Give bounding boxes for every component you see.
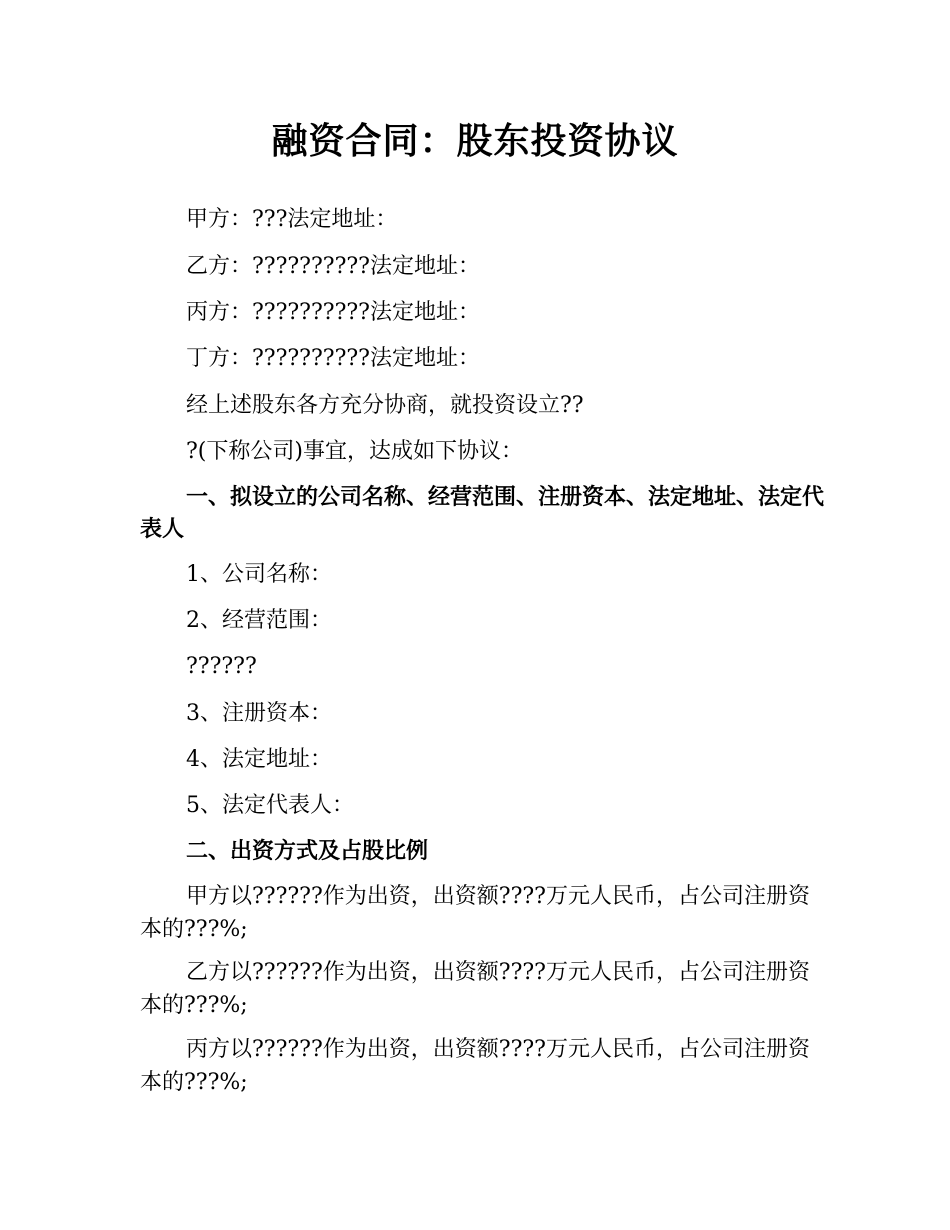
contribution-party-a: 甲方以??????作为出资，出资额????万元人民币，占公司注册资本的???%; — [140, 884, 810, 942]
item-registered-capital: 3、注册资本： — [186, 701, 332, 726]
item-legal-address: 4、法定地址： — [186, 747, 332, 772]
section-heading-1: 一、拟设立的公司名称、经营范围、注册资本、法定地址、法定代表人 — [140, 485, 825, 542]
party-b-line: 乙方：??????????法定地址： — [186, 254, 480, 279]
contribution-party-c: 丙方以??????作为出资，出资额????万元人民币，占公司注册资本的???%; — [140, 1037, 810, 1095]
item-business-scope-value: ?????? — [186, 654, 257, 679]
party-a-line: 甲方：???法定地址： — [186, 207, 398, 232]
section-heading-2: 二、出资方式及占股比例 — [186, 839, 429, 864]
document-title: 融资合同：股东投资协议 — [271, 121, 679, 162]
item-company-name: 1、公司名称： — [186, 562, 332, 587]
item-business-scope: 2、经营范围： — [186, 608, 332, 633]
contribution-party-b: 乙方以??????作为出资，出资额????万元人民币，占公司注册资本的???%; — [140, 960, 810, 1018]
party-c-line: 丙方：??????????法定地址： — [186, 300, 480, 325]
preamble-line-2: ?(下称公司)事宜，达成如下协议： — [186, 439, 523, 464]
preamble-line-1: 经上述股东各方充分协商，就投资设立?? — [186, 393, 584, 418]
party-d-line: 丁方：??????????法定地址： — [186, 346, 480, 371]
item-legal-representative: 5、法定代表人： — [186, 793, 354, 818]
